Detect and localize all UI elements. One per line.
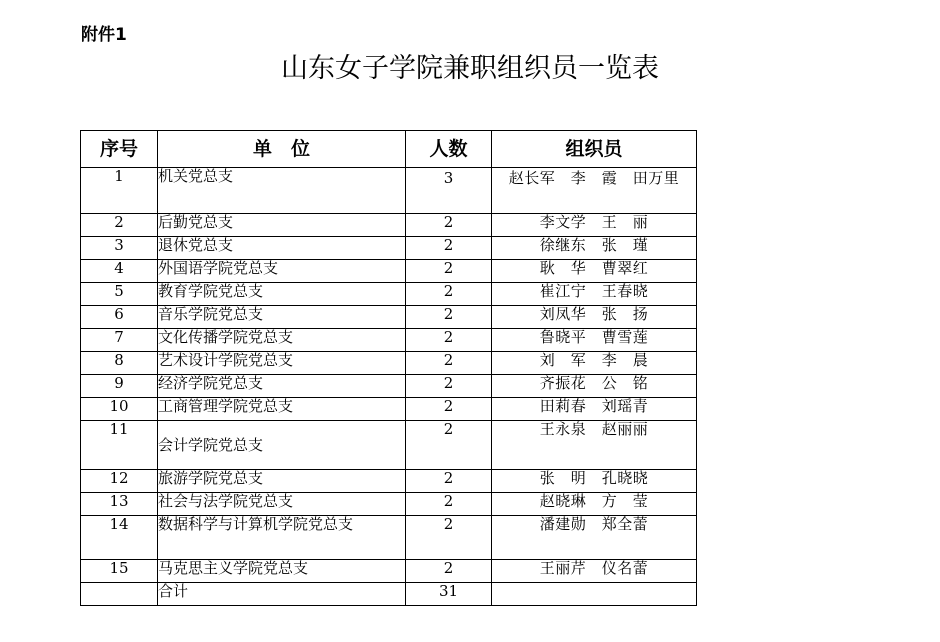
unit-cell: 文化传播学院党总支: [158, 329, 406, 352]
count-cell: 2: [406, 493, 492, 516]
unit-cell: 数据科学与计算机学院党总支: [158, 516, 406, 560]
count-cell: 2: [406, 260, 492, 283]
organizers-cell: 赵长军 李 霞 田万里: [492, 168, 697, 214]
header-count: 人数: [406, 131, 492, 168]
no-cell: 6: [81, 306, 158, 329]
organizers-cell: 王永泉 赵丽丽: [492, 421, 697, 470]
table-row: [81, 214, 697, 237]
table-row: [81, 470, 697, 493]
unit-cell: 会计学院党总支: [158, 421, 406, 470]
no-cell: 9: [81, 375, 158, 398]
organizers-cell: 田莉春 刘瑶青: [492, 398, 697, 421]
organizers-cell: 刘凤华 张 扬: [492, 306, 697, 329]
unit-cell: 经济学院党总支: [158, 375, 406, 398]
no-cell: 10: [81, 398, 158, 421]
no-cell: 5: [81, 283, 158, 306]
table-row: [81, 560, 697, 583]
table-header-row: [81, 131, 697, 168]
no-cell: 1: [81, 168, 158, 214]
no-cell: 12: [81, 470, 158, 493]
no-cell: 13: [81, 493, 158, 516]
count-cell: 2: [406, 329, 492, 352]
header-unit: 单 位: [158, 131, 406, 168]
table-row: [81, 375, 697, 398]
organizers-cell: 崔江宁 王春晓: [492, 283, 697, 306]
table-row: [81, 283, 697, 306]
organizers-cell: 徐继东 张 瑾: [492, 237, 697, 260]
count-cell: 2: [406, 421, 492, 470]
unit-cell: 音乐学院党总支: [158, 306, 406, 329]
total-organizers-cell: [492, 583, 697, 606]
count-cell: 2: [406, 352, 492, 375]
count-cell: 2: [406, 470, 492, 493]
no-cell: 8: [81, 352, 158, 375]
organizers-cell: 鲁晓平 曹雪莲: [492, 329, 697, 352]
unit-cell: 马克思主义学院党总支: [158, 560, 406, 583]
total-no-cell: [81, 583, 158, 606]
unit-cell: 艺术设计学院党总支: [158, 352, 406, 375]
table-row: [81, 306, 697, 329]
unit-cell: 旅游学院党总支: [158, 470, 406, 493]
count-cell: 2: [406, 560, 492, 583]
total-row: [81, 583, 697, 606]
unit-cell: 工商管理学院党总支: [158, 398, 406, 421]
no-cell: 3: [81, 237, 158, 260]
organizers-cell: 王丽芹 仪名蕾: [492, 560, 697, 583]
organizers-cell: 刘 军 李 晨: [492, 352, 697, 375]
total-label: 合计: [158, 583, 406, 606]
unit-cell: 外国语学院党总支: [158, 260, 406, 283]
table-row: [81, 398, 697, 421]
count-cell: 2: [406, 214, 492, 237]
table-row: [81, 260, 697, 283]
no-cell: 14: [81, 516, 158, 560]
unit-cell: 退休党总支: [158, 237, 406, 260]
unit-cell: 社会与法学院党总支: [158, 493, 406, 516]
organizers-cell: 张 明 孔晓晓: [492, 470, 697, 493]
table-body: [81, 168, 697, 583]
table-row: [81, 421, 697, 470]
organizer-table: [80, 130, 697, 606]
organizers-cell: 李文学 王 丽: [492, 214, 697, 237]
no-cell: 15: [81, 560, 158, 583]
table-row: [81, 237, 697, 260]
count-cell: 2: [406, 306, 492, 329]
unit-cell: 机关党总支: [158, 168, 406, 214]
header-no: 序号: [81, 131, 158, 168]
count-cell: 2: [406, 283, 492, 306]
total-count: 31: [406, 583, 492, 606]
no-cell: 4: [81, 260, 158, 283]
unit-cell: 后勤党总支: [158, 214, 406, 237]
document-title: 山东女子学院兼职组织员一览表: [281, 53, 659, 84]
no-cell: 11: [81, 421, 158, 470]
table-row: [81, 329, 697, 352]
unit-cell: 教育学院党总支: [158, 283, 406, 306]
count-cell: 2: [406, 375, 492, 398]
organizers-cell: 耿 华 曹翠红: [492, 260, 697, 283]
count-cell: 2: [406, 237, 492, 260]
no-cell: 2: [81, 214, 158, 237]
organizers-cell: 赵晓琳 方 莹: [492, 493, 697, 516]
table-row: [81, 516, 697, 560]
no-cell: 7: [81, 329, 158, 352]
count-cell: 2: [406, 516, 492, 560]
table-row: [81, 352, 697, 375]
attachment-label: 附件1: [81, 25, 127, 45]
table-row: [81, 168, 697, 214]
header-organizers: 组织员: [492, 131, 697, 168]
count-cell: 3: [406, 168, 492, 214]
organizers-cell: 潘建勋 郑全蕾: [492, 516, 697, 560]
organizers-cell: 齐振花 公 铭: [492, 375, 697, 398]
table-row: [81, 493, 697, 516]
count-cell: 2: [406, 398, 492, 421]
